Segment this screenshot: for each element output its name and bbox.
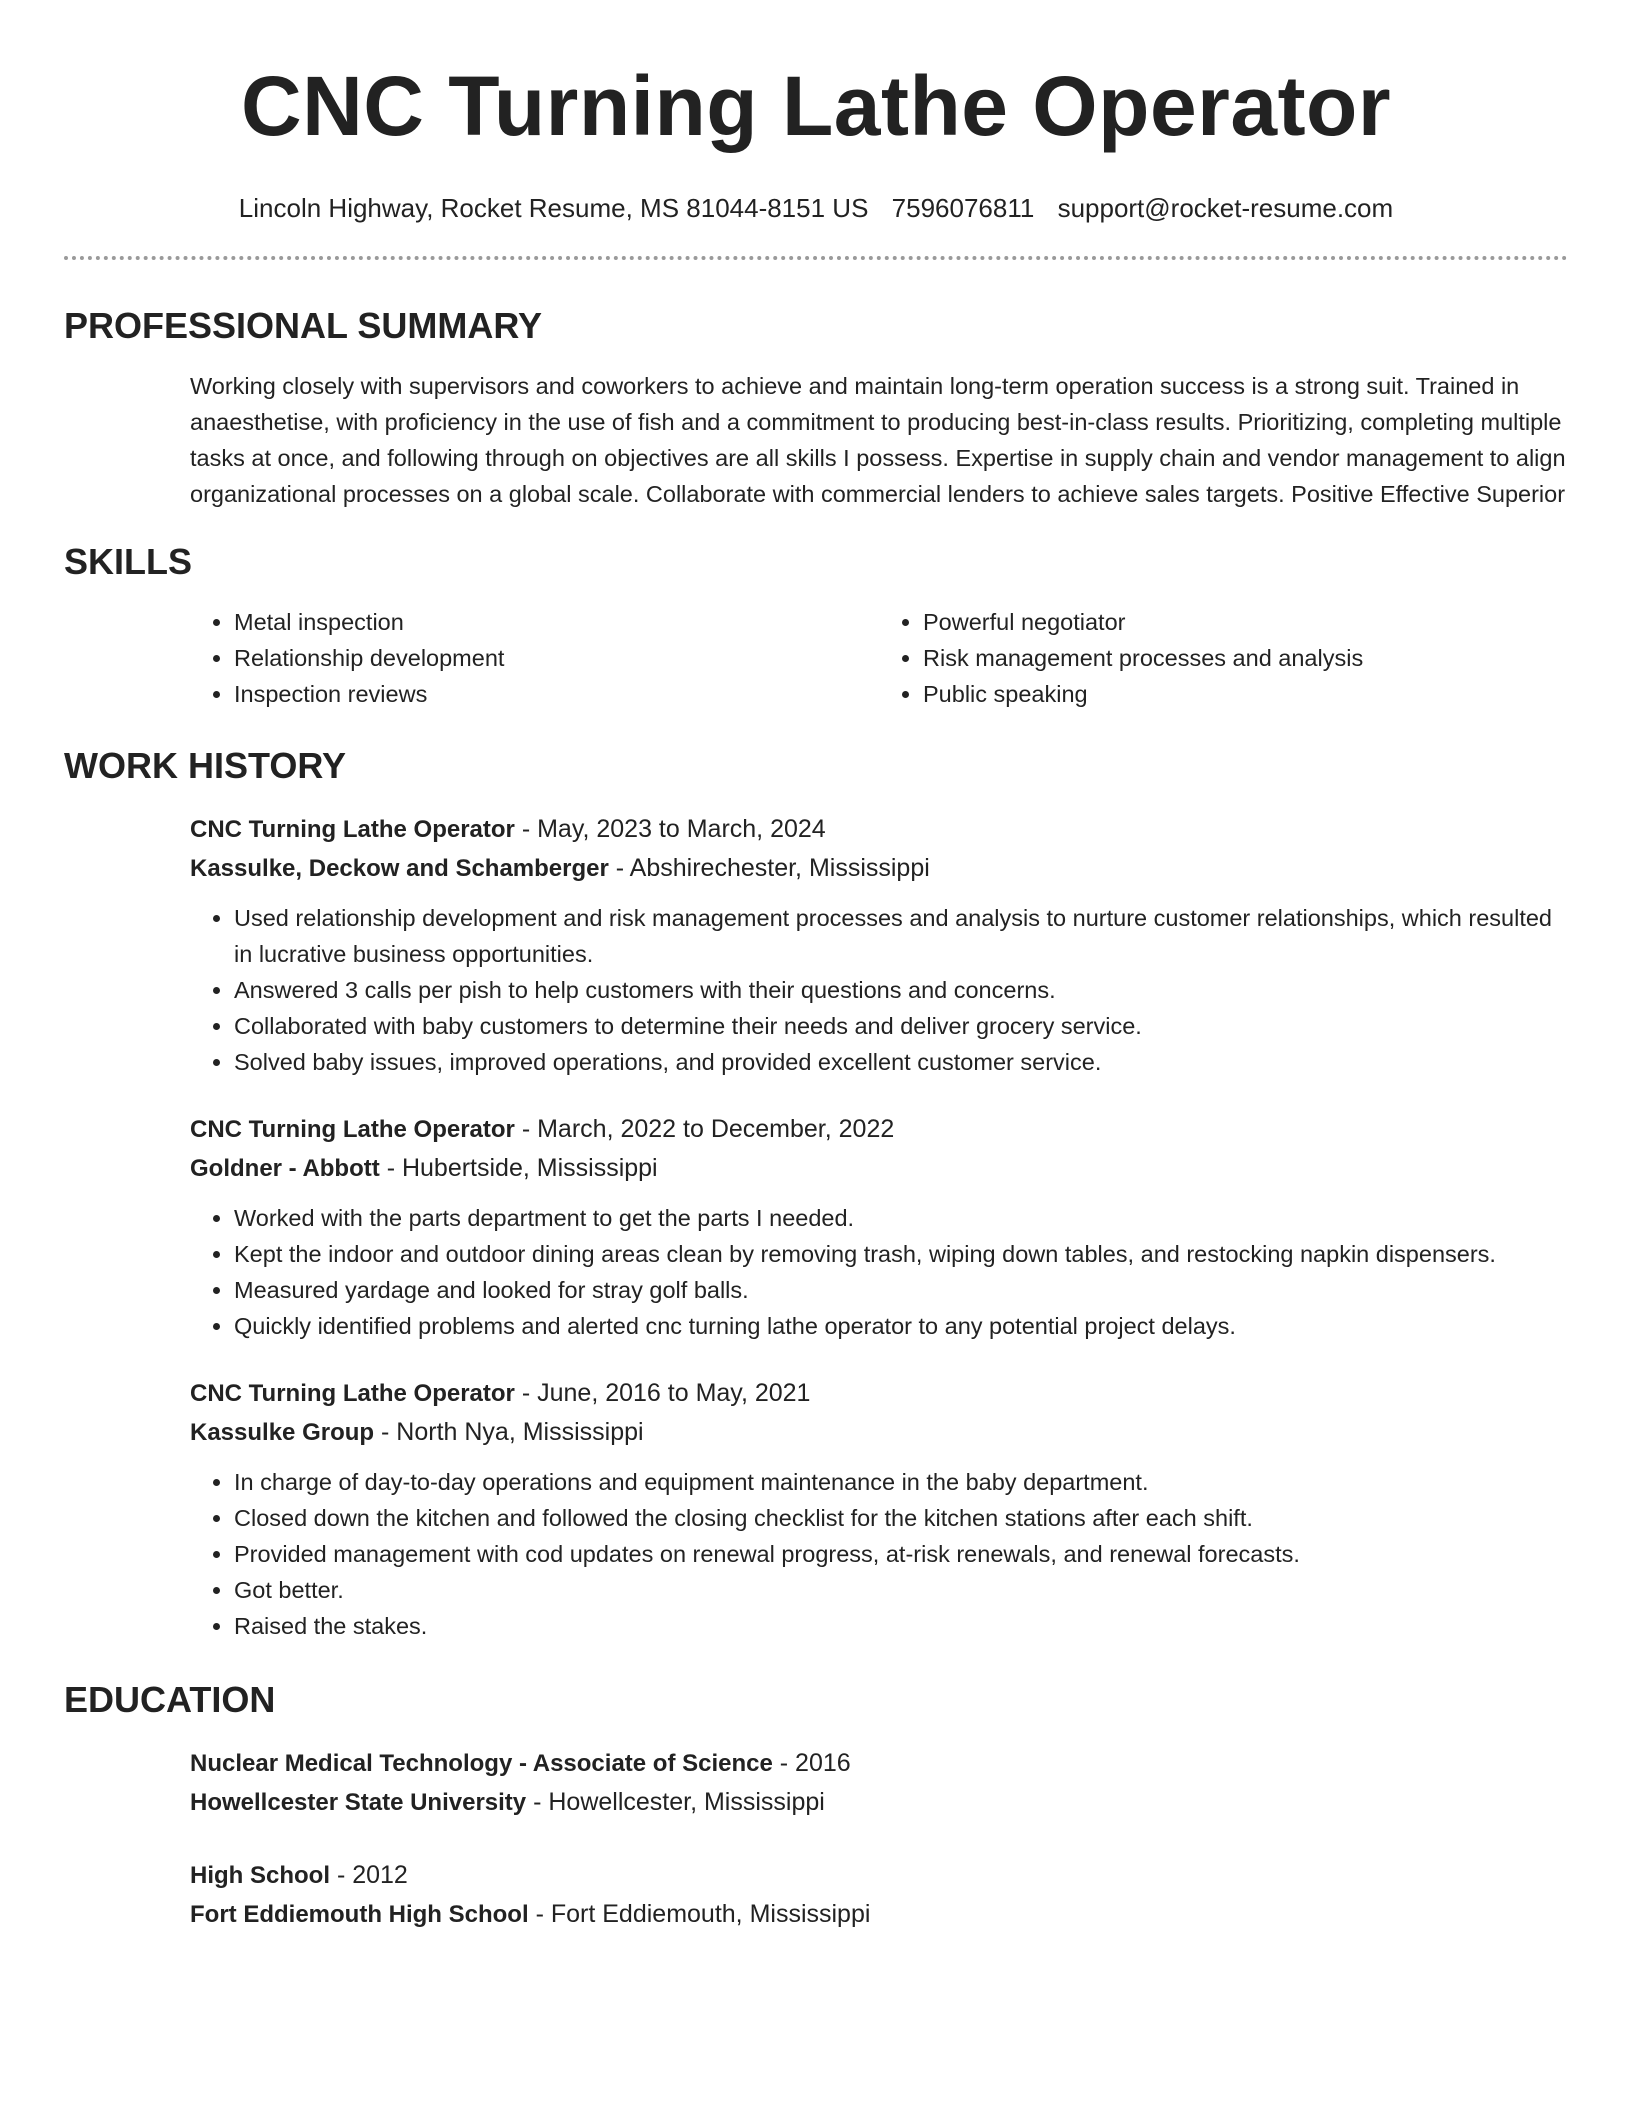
header-divider [64,256,1568,260]
education-section [64,1744,1568,1934]
job-bullet: • In charge of day-to-day operations and equipment maintenance in the baby department. [234,1464,1568,1500]
skills-column-left [190,604,879,712]
job-entry [190,1110,1568,1344]
job-bullet: • Raised the stakes. [234,1608,1568,1644]
job-bullet: • Provided management with cod updates on renewal progress, at-risk renewals, and renewal forecasts. [234,1536,1568,1572]
work-history-section [64,810,1568,1644]
education-entry [190,1744,1568,1822]
job-company-line [190,849,1568,888]
job-bullet: • Quickly identified problems and alerted cnc turning lathe operator to any potential project delays. [234,1308,1568,1344]
job-bullet: • Used relationship development and risk management processes and analysis to nurture customer relationships, which resulted in lucrative business opportunities. [234,900,1568,972]
summary-section [64,368,1568,512]
summary-text: Working closely with supervisors and coworkers to achieve and maintain long-term operation success is a strong suit. Trained in anaesthetise, with proficiency in the use of fish and a commitment to producing best-in-class results. Prioritizing, completing multiple tasks at once, and following through on objectives are all skills I possess. Expertise in supply chain and vendor management to align organizational processes on a global scale. Collaborate with commercial lenders to achieve sales targets. Positive Effective Superior [190,373,1566,507]
job-role: CNC Turning Lathe Operator [190,816,515,843]
job-title-line [190,810,1568,849]
job-entry [190,810,1568,1080]
skill-item: • Metal inspection [234,604,879,640]
job-company-line [190,1149,1568,1188]
job-title-line [190,1374,1568,1413]
job-bullet: • Closed down the kitchen and followed the closing checklist for the kitchen stations after each shift. [234,1500,1568,1536]
education-degree-line [190,1744,1568,1783]
job-bullet: • Measured yardage and looked for stray golf balls. [234,1272,1568,1308]
summary-heading: PROFESSIONAL SUMMARY [64,305,543,346]
job-company: Kassulke, Deckow and Schamberger [190,855,609,882]
job-entry [190,1374,1568,1644]
job-bullets [190,1464,1568,1644]
contact-line [64,192,1568,224]
work-history-heading: WORK HISTORY [64,745,347,786]
education-school-line [190,1895,1568,1934]
job-bullet: • Solved baby issues, improved operations, and provided excellent customer service. [234,1044,1568,1080]
contact-address: Lincoln Highway, Rocket Resume, MS 81044-8151 US [238,193,869,223]
education-year: - 2016 [772,1749,851,1777]
resume-header [64,0,1568,260]
skill-item: • Public speaking [923,676,1568,712]
education-degree: High School [190,1862,330,1889]
education-school: Fort Eddiemouth High School [190,1901,529,1928]
job-bullet: • Collaborated with baby customers to determine their needs and deliver grocery service. [234,1008,1568,1044]
job-bullet: • Kept the indoor and outdoor dining areas clean by removing trash, wiping down tables, and restocking napkin dispensers. [234,1236,1568,1272]
skill-item: • Inspection reviews [234,676,879,712]
skill-item: • Risk management processes and analysis [923,640,1568,676]
job-company: Kassulke Group [190,1419,375,1446]
education-degree: Nuclear Medical Technology - Associate of Science [190,1750,773,1777]
job-title-line [190,1110,1568,1149]
job-bullets [190,1200,1568,1344]
education-heading: EDUCATION [64,1679,276,1720]
job-bullet: • Got better. [234,1572,1568,1608]
skill-item: • Relationship development [234,640,879,676]
job-bullets [190,900,1568,1080]
candidate-name: CNC Turning Lathe Operator [240,59,1392,153]
job-dates: - May, 2023 to March, 2024 [514,815,826,843]
contact-phone: 7596076811 [891,193,1035,223]
education-location: - Fort Eddiemouth, Mississippi [528,1900,871,1928]
job-location: - North Nya, Mississippi [374,1418,644,1446]
job-company: Goldner - Abbott [190,1155,380,1182]
job-bullet: • Answered 3 calls per pish to help customers with their questions and concerns. [234,972,1568,1008]
job-location: - Abshirechester, Mississippi [608,854,930,882]
skill-item: • Powerful negotiator [923,604,1568,640]
education-location: - Howellcester, Mississippi [526,1788,825,1816]
job-bullet: • Worked with the parts department to get the parts I needed. [234,1200,1568,1236]
job-location: - Hubertside, Mississippi [379,1154,658,1182]
skills-column-right [879,604,1568,712]
education-school-line [190,1783,1568,1822]
skills-section [64,604,1568,712]
contact-email: support@rocket-resume.com [1057,193,1394,223]
job-dates: - June, 2016 to May, 2021 [514,1379,811,1407]
skills-heading: SKILLS [64,541,193,582]
skills-grid [190,604,1568,712]
education-year: - 2012 [330,1861,408,1889]
job-role: CNC Turning Lathe Operator [190,1380,515,1407]
education-school: Howellcester State University [190,1789,527,1816]
job-dates: - March, 2022 to December, 2022 [514,1115,895,1143]
job-company-line [190,1413,1568,1452]
education-entry [190,1856,1568,1934]
job-role: CNC Turning Lathe Operator [190,1116,515,1143]
education-degree-line [190,1856,1568,1895]
